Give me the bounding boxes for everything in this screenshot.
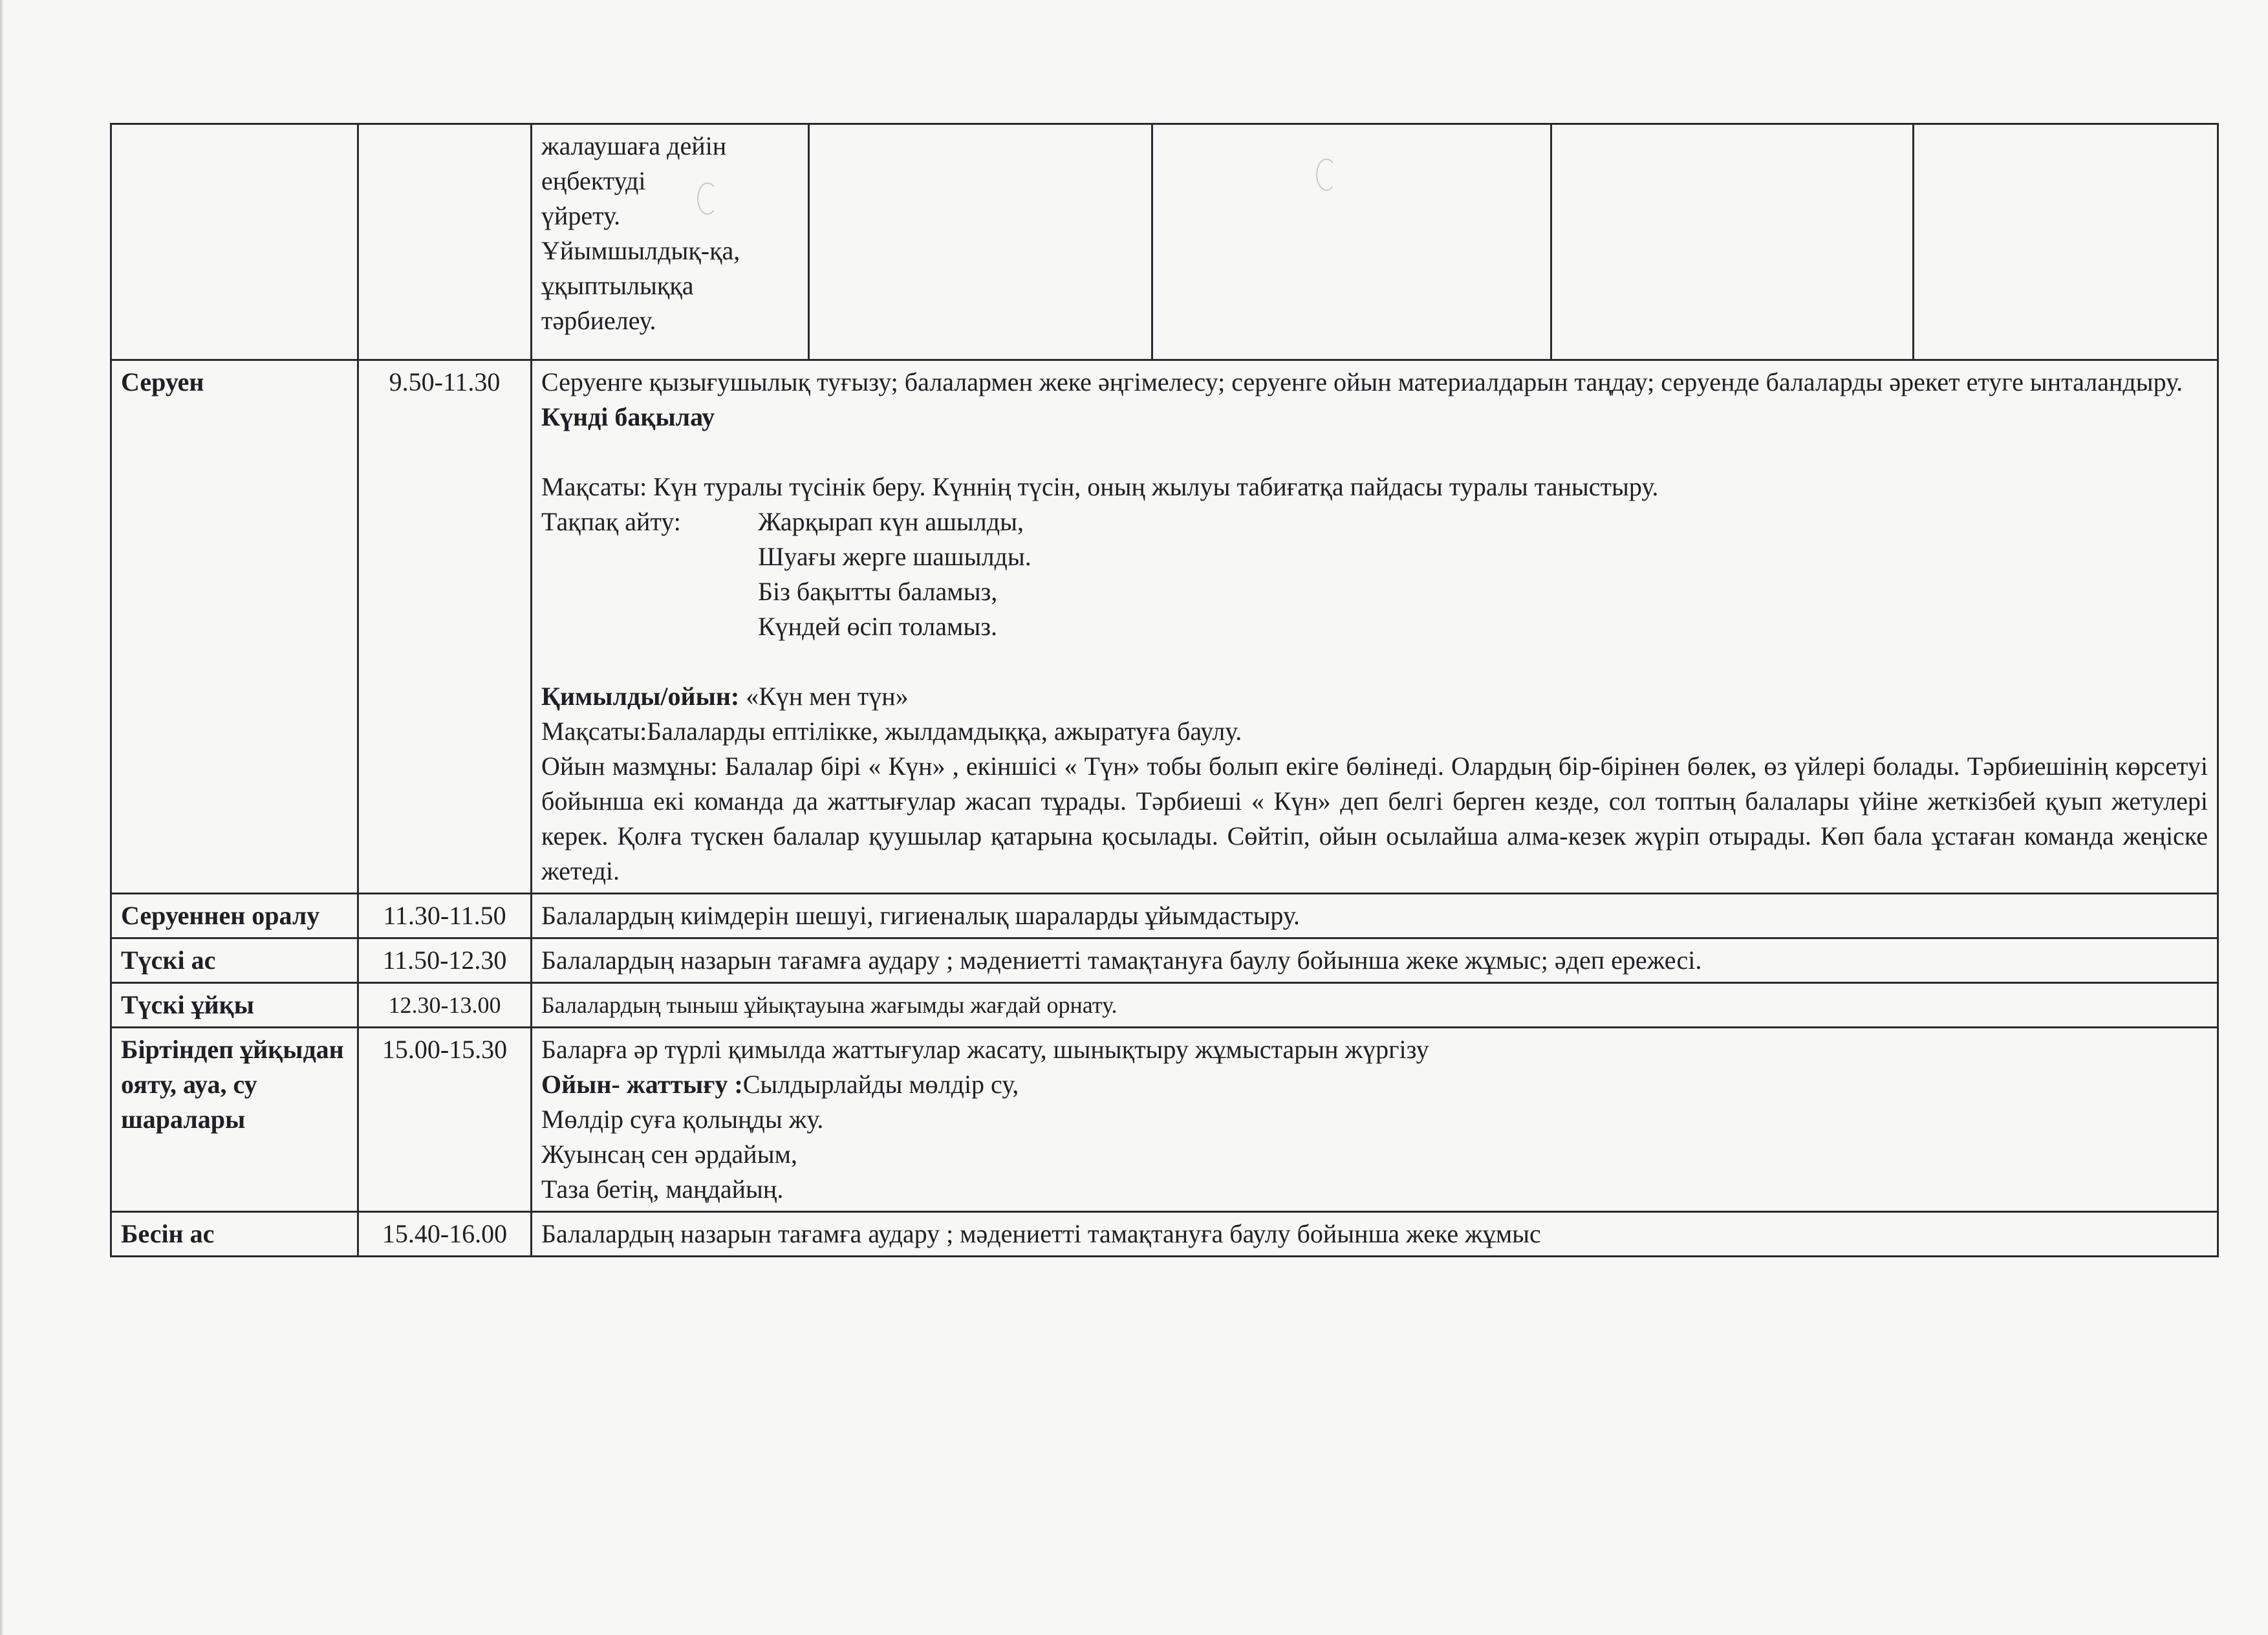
return-content-cell: Балалардың киімдерін шешуі, гигиеналық шараларды ұйымдастыру.	[532, 894, 2218, 938]
monday-line: жалаушаға дейін	[541, 131, 727, 160]
monday-line: тәрбиелеу.	[541, 306, 656, 335]
rhyme-line: Біз бақытты баламыз,	[758, 577, 998, 606]
table-row-nap	[111, 983, 2218, 1028]
wednesday-cell	[1152, 124, 1551, 360]
walk-goal: Мақсаты: Күн туралы түсінік беру. Күннің түсін, оның жылуы табиғатқа пайдасы туралы таныстыру.	[541, 472, 1659, 501]
nap-content-cell: Балалардың тыныш ұйықтауына жағымды жағдай орнату.	[532, 983, 2218, 1028]
wake-text: Баларға әр түрлі қимылда жаттығулар жасату, шынықтыру жұмыстарын жүргізу	[541, 1035, 1429, 1064]
rhyme-line: Жарқырап күн ашылды,	[758, 507, 1024, 536]
table-row-walk	[111, 360, 2218, 894]
exercise-label: Ойын- жаттығу :	[541, 1070, 743, 1099]
game-content: Ойын мазмұны: Балалар бірі « Күн» , екіншісі « Түн» тобы болып екіге бөлінеді. Олардың бір-бірінен бөлек, өз үйлері болады. Тәрбиешінің көрсетуі бойынша екі команда да жаттығулар жасап тұрады. Тәрбиеші « Күн» деп белгі берген кезде, сол топтың балалары үйіне жеткізбей қуып жетулері керек. Қолға түскен балалар қуушылар қатарына қосылады. Сөйтіп, ойын осылайша алма-кезек жүріп отырады. Көп бала ұстаған команда жеңіске жетеді.	[541, 752, 2208, 885]
activity-cell: Біртіндеп ұйқыдан ояту, ауа, су шаралары	[111, 1028, 358, 1212]
activity-cell: Бесін ас	[111, 1212, 358, 1257]
activity-cell: Түскі ұйқы	[111, 983, 358, 1028]
monday-line: еңбектуді	[541, 166, 646, 195]
friday-cell	[1914, 124, 2218, 360]
exercise-line: Сылдырлайды мөлдір су,	[742, 1070, 1019, 1099]
rhyme-line: Күндей өсіп толамыз.	[758, 612, 997, 641]
activity-cell: Түскі ас	[111, 938, 358, 983]
table-row-return	[111, 894, 2218, 938]
table-row-continuation	[111, 124, 2218, 360]
snack-content-cell: Балалардың назарын тағамға аудару ; мәдениетті тамақтануға баулу бойынша жеке жұмыс	[532, 1212, 2218, 1257]
table-row-wake	[111, 1028, 2218, 1212]
lunch-content-cell: Балалардың назарын тағамға аудару ; мәдениетті тамақтануға баулу бойынша жеке жұмыс; әдеп ережесі.	[532, 938, 2218, 983]
activity-cell: Серуеннен оралу	[111, 894, 358, 938]
schedule-table	[110, 123, 2219, 1257]
rhyme-line: Шуағы жерге шашылды.	[758, 542, 1031, 571]
scan-mark	[697, 182, 718, 215]
time-cell	[358, 124, 532, 360]
table-row-snack	[111, 1212, 2218, 1257]
time-cell: 15.00-15.30	[358, 1028, 532, 1212]
game-heading	[541, 679, 2208, 714]
table-row-lunch	[111, 938, 2218, 983]
monday-line: ұқыптылыққа	[541, 271, 694, 300]
tuesday-cell	[809, 124, 1152, 360]
monday-line: Ұйымшылдық-қа,	[541, 236, 740, 265]
exercise-line: Таза бетің, маңдайың.	[541, 1175, 784, 1204]
time-cell: 12.30-13.00	[358, 983, 532, 1028]
game-name: «Күн мен түн»	[746, 682, 909, 711]
exercise-line: Мөлдір суға қолыңды жу.	[541, 1105, 824, 1134]
walk-intro: Серуенге қызығушылық туғызу; балалармен жеке әңгімелесу; серуенге ойын материалдарын таңдау; серуенде балаларды әрекет етуге ынталандыру.	[541, 367, 2183, 396]
observation-title: Күнді бақылау	[541, 402, 715, 431]
monday-line: үйрету.	[541, 201, 621, 230]
rhyme-label: Тақпақ айту:	[541, 507, 681, 536]
time-cell: 9.50-11.30	[358, 360, 532, 894]
wake-content-cell	[532, 1028, 2218, 1212]
game-label: Қимылды/ойын:	[541, 682, 740, 711]
scan-mark	[1316, 158, 1337, 191]
activity-cell	[111, 124, 358, 360]
game-goal: Мақсаты:Балаларды ептілікке, жылдамдыққа, ажыратуға баулу.	[541, 717, 1242, 746]
walk-content-cell	[532, 360, 2218, 894]
time-cell: 15.40-16.00	[358, 1212, 532, 1257]
exercise-line: Жуынсаң сен әрдайым,	[541, 1140, 797, 1169]
page-shadow	[0, 0, 4, 1635]
activity-cell: Серуен	[111, 360, 358, 894]
thursday-cell	[1551, 124, 1914, 360]
time-cell: 11.50-12.30	[358, 938, 532, 983]
time-cell: 11.30-11.50	[358, 894, 532, 938]
monday-cell	[532, 124, 809, 360]
